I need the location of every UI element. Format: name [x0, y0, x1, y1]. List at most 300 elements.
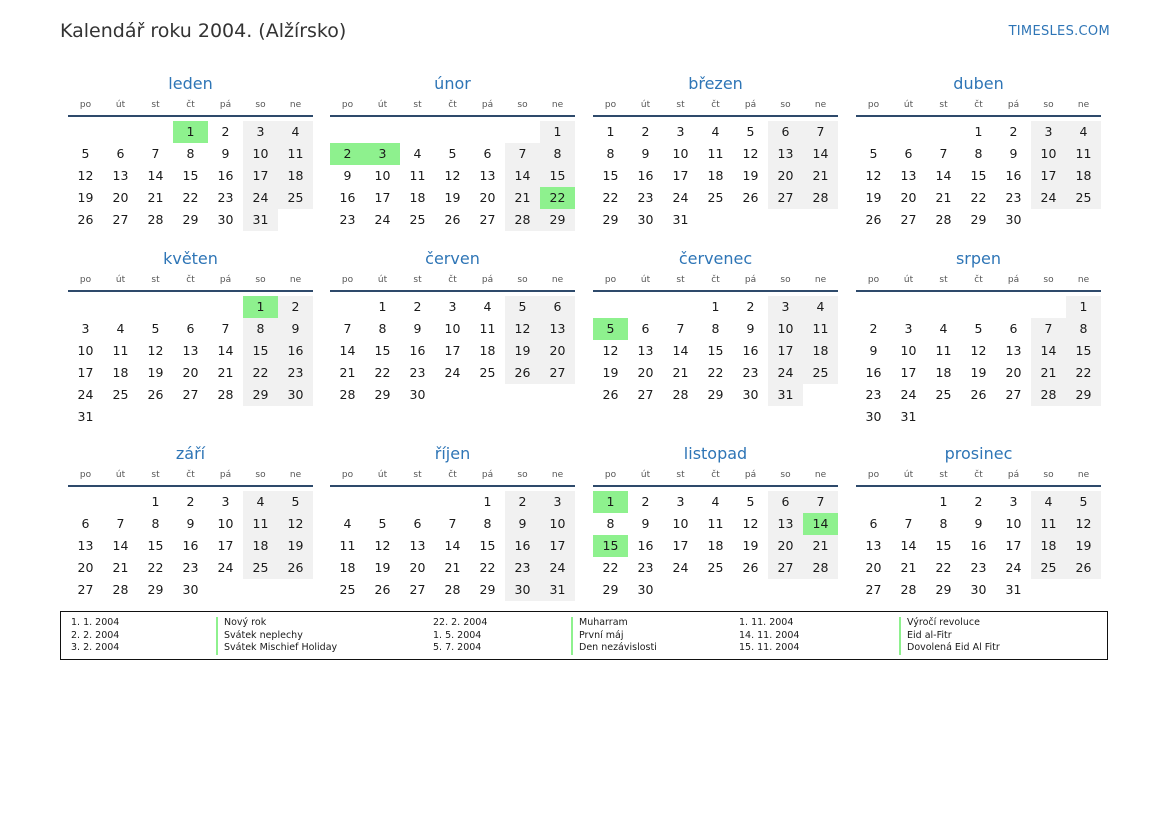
day-cell: 19 — [742, 538, 759, 553]
day-cell: 31 — [1005, 582, 1022, 597]
header-rule — [330, 290, 575, 292]
day-cell: 5 — [81, 146, 90, 161]
day-cell: 12 — [742, 146, 759, 161]
weekday-label: po — [79, 100, 92, 110]
day-cell: 15 — [970, 168, 987, 183]
day-cell: 2 — [330, 143, 365, 165]
day-cell: 11 — [707, 516, 724, 531]
day-cell: 13 — [479, 168, 496, 183]
day-cell: 3 — [540, 491, 575, 513]
day-cell: 12 — [505, 318, 540, 340]
weekday-label: so — [1043, 470, 1054, 480]
day-grid — [856, 296, 1101, 428]
day-cell: 26 — [970, 387, 987, 402]
day-cell: 20 — [479, 190, 496, 205]
day-cell: 15 — [935, 538, 952, 553]
empty-cell — [856, 491, 891, 513]
day-cell: 14 — [112, 538, 129, 553]
weekday-label: st — [413, 100, 422, 110]
weekday-label: út — [377, 470, 388, 480]
month-červen — [330, 248, 575, 406]
weekday-label: st — [939, 275, 948, 285]
day-cell: 24 — [540, 557, 575, 579]
weekday-label: pá — [744, 470, 757, 480]
day-cell: 2 — [974, 494, 983, 509]
day-cell: 1 — [483, 494, 492, 509]
day-cell: 5 — [746, 124, 755, 139]
day-cell: 7 — [448, 516, 457, 531]
day-cell: 2 — [413, 299, 422, 314]
day-cell: 31 — [77, 409, 94, 424]
day-cell: 4 — [116, 321, 125, 336]
day-cell: 3 — [365, 143, 400, 165]
day-cell: 4 — [939, 321, 948, 336]
day-cell: 28 — [112, 582, 129, 597]
weekday-label: st — [676, 275, 685, 285]
day-cell: 5 — [448, 146, 457, 161]
day-cell: 10 — [540, 513, 575, 535]
day-cell: 4 — [483, 299, 492, 314]
day-cell: 10 — [768, 318, 803, 340]
weekday-label: út — [903, 100, 914, 110]
day-cell: 19 — [742, 168, 759, 183]
day-cell: 9 — [186, 516, 195, 531]
month-name: květen — [163, 249, 218, 268]
day-grid — [856, 121, 1101, 231]
legend-date: 5. 7. 2004 — [433, 642, 482, 653]
day-cell: 5 — [378, 516, 387, 531]
day-cell: 29 — [374, 387, 391, 402]
legend-date: 1. 11. 2004 — [739, 617, 794, 628]
day-cell: 8 — [151, 516, 160, 531]
day-cell: 30 — [182, 582, 199, 597]
day-cell: 20 — [865, 560, 882, 575]
weekday-label: po — [604, 470, 617, 480]
day-cell: 14 — [672, 343, 689, 358]
weekday-header — [593, 97, 838, 115]
weekday-label: čt — [974, 100, 983, 110]
day-cell: 23 — [278, 362, 313, 384]
weekday-label: po — [79, 470, 92, 480]
weekday-label: čt — [974, 275, 983, 285]
weekday-label: st — [151, 275, 160, 285]
day-cell: 20 — [409, 560, 426, 575]
day-cell: 30 — [278, 384, 313, 406]
weekday-label: čt — [186, 470, 195, 480]
day-cell: 6 — [768, 121, 803, 143]
day-cell: 19 — [505, 340, 540, 362]
day-cell: 20 — [540, 340, 575, 362]
day-cell: 15 — [243, 340, 278, 362]
empty-cell — [138, 296, 173, 318]
month-name: červenec — [678, 249, 753, 268]
day-cell: 3 — [81, 321, 90, 336]
weekday-label: čt — [974, 470, 983, 480]
day-cell: 28 — [217, 387, 234, 402]
day-cell: 10 — [374, 168, 391, 183]
day-cell: 20 — [637, 365, 654, 380]
legend-date: 22. 2. 2004 — [433, 617, 488, 628]
day-cell: 23 — [637, 190, 654, 205]
day-cell: 4 — [711, 494, 720, 509]
day-cell: 5 — [869, 146, 878, 161]
empty-cell — [103, 121, 138, 143]
day-cell: 8 — [606, 516, 615, 531]
day-cell: 23 — [409, 365, 426, 380]
day-cell: 22 — [935, 560, 952, 575]
day-cell: 25 — [409, 212, 426, 227]
weekday-label: so — [255, 470, 266, 480]
empty-cell — [365, 121, 400, 143]
day-cell: 9 — [221, 146, 230, 161]
empty-cell — [330, 121, 365, 143]
day-cell: 18 — [278, 165, 313, 187]
day-cell: 13 — [540, 318, 575, 340]
weekday-label: st — [676, 100, 685, 110]
day-cell: 29 — [479, 582, 496, 597]
weekday-label: ne — [814, 470, 827, 480]
month-name: listopad — [683, 444, 748, 463]
day-cell: 29 — [602, 212, 619, 227]
day-cell: 23 — [637, 560, 654, 575]
weekday-label: pá — [219, 275, 232, 285]
day-cell: 17 — [374, 190, 391, 205]
weekday-label: pá — [1007, 275, 1020, 285]
weekday-label: st — [939, 470, 948, 480]
day-cell: 4 — [803, 296, 838, 318]
day-cell: 4 — [243, 491, 278, 513]
day-cell: 17 — [217, 538, 234, 553]
day-cell: 27 — [112, 212, 129, 227]
month-prosinec — [856, 443, 1101, 601]
day-cell: 8 — [378, 321, 387, 336]
day-cell: 19 — [278, 535, 313, 557]
month-duben — [856, 73, 1101, 231]
day-cell: 12 — [1066, 513, 1101, 535]
weekday-label: čt — [448, 100, 457, 110]
day-cell: 7 — [803, 491, 838, 513]
day-cell: 25 — [278, 187, 313, 209]
day-cell: 10 — [243, 143, 278, 165]
weekday-header — [593, 467, 838, 485]
day-cell: 24 — [77, 387, 94, 402]
day-cell: 5 — [1066, 491, 1101, 513]
day-grid — [330, 296, 575, 406]
day-cell: 9 — [413, 321, 422, 336]
weekday-label: ne — [551, 275, 564, 285]
day-cell: 6 — [1009, 321, 1018, 336]
month-listopad — [593, 443, 838, 601]
weekday-label: ne — [1077, 470, 1090, 480]
empty-cell — [173, 296, 208, 318]
day-cell: 31 — [540, 579, 575, 601]
empty-cell — [961, 296, 996, 318]
day-grid — [593, 296, 838, 406]
day-cell: 10 — [1005, 516, 1022, 531]
day-cell: 3 — [1009, 494, 1018, 509]
day-cell: 24 — [672, 190, 689, 205]
day-cell: 1 — [378, 299, 387, 314]
day-cell: 21 — [900, 560, 917, 575]
month-name: srpen — [955, 249, 1002, 268]
day-cell: 9 — [974, 516, 983, 531]
day-cell: 20 — [1005, 365, 1022, 380]
empty-cell — [628, 296, 663, 318]
weekday-label: ne — [551, 100, 564, 110]
day-cell: 14 — [147, 168, 164, 183]
day-cell: 18 — [1031, 535, 1066, 557]
header-rule — [856, 290, 1101, 292]
legend-date: 2. 2. 2004 — [71, 629, 120, 641]
day-cell: 28 — [1031, 384, 1066, 406]
legend-holiday-name: Eid al-Fitr — [899, 630, 1000, 643]
empty-cell — [926, 121, 961, 143]
empty-cell — [330, 491, 365, 513]
day-cell: 8 — [186, 146, 195, 161]
day-cell: 15 — [602, 168, 619, 183]
month-srpen — [856, 248, 1101, 428]
day-cell: 8 — [1066, 318, 1101, 340]
day-cell: 13 — [768, 513, 803, 535]
day-cell: 4 — [343, 516, 352, 531]
day-cell: 7 — [939, 146, 948, 161]
day-cell: 17 — [77, 365, 94, 380]
day-cell: 28 — [339, 387, 356, 402]
day-cell: 27 — [479, 212, 496, 227]
weekday-header — [330, 97, 575, 115]
day-cell: 6 — [869, 516, 878, 531]
month-name: únor — [434, 74, 471, 93]
month-únor — [330, 73, 575, 231]
day-cell: 6 — [116, 146, 125, 161]
legend-dates-1 — [71, 617, 119, 655]
day-cell: 27 — [540, 362, 575, 384]
day-cell: 6 — [81, 516, 90, 531]
day-cell: 30 — [865, 409, 882, 424]
day-cell: 27 — [768, 557, 803, 579]
weekday-label: ne — [551, 470, 564, 480]
day-cell: 1 — [711, 299, 720, 314]
empty-cell — [400, 491, 435, 513]
day-cell: 26 — [147, 387, 164, 402]
weekday-label: po — [604, 275, 617, 285]
weekday-label: so — [255, 275, 266, 285]
legend-date: 3. 2. 2004 — [71, 642, 120, 653]
day-cell: 3 — [243, 121, 278, 143]
day-cell: 11 — [278, 143, 313, 165]
day-cell: 24 — [1031, 187, 1066, 209]
day-cell: 10 — [217, 516, 234, 531]
empty-cell — [663, 296, 698, 318]
empty-cell — [68, 121, 103, 143]
day-cell: 11 — [243, 513, 278, 535]
day-cell: 1 — [151, 494, 160, 509]
holiday-legend — [60, 611, 1108, 660]
weekday-label: so — [517, 275, 528, 285]
day-cell: 16 — [742, 343, 759, 358]
weekday-label: po — [341, 275, 354, 285]
day-cell: 21 — [147, 190, 164, 205]
weekday-header — [330, 467, 575, 485]
day-cell: 1 — [974, 124, 983, 139]
day-cell: 18 — [707, 168, 724, 183]
day-cell: 7 — [1031, 318, 1066, 340]
day-cell: 21 — [803, 165, 838, 187]
day-cell: 28 — [444, 582, 461, 597]
weekday-label: st — [413, 470, 422, 480]
day-cell: 22 — [1066, 362, 1101, 384]
day-cell: 8 — [711, 321, 720, 336]
day-cell: 13 — [182, 343, 199, 358]
day-cell: 6 — [768, 491, 803, 513]
day-cell: 16 — [970, 538, 987, 553]
weekday-label: út — [115, 275, 126, 285]
day-cell: 26 — [742, 190, 759, 205]
day-cell: 2 — [221, 124, 230, 139]
day-cell: 16 — [182, 538, 199, 553]
day-cell: 10 — [672, 516, 689, 531]
day-cell: 13 — [409, 538, 426, 553]
day-cell: 15 — [479, 538, 496, 553]
weekday-header — [856, 272, 1101, 290]
day-cell: 24 — [444, 365, 461, 380]
day-cell: 25 — [243, 557, 278, 579]
weekday-header — [593, 272, 838, 290]
header-rule — [68, 115, 313, 117]
day-cell: 4 — [1031, 491, 1066, 513]
day-cell: 22 — [707, 365, 724, 380]
day-cell: 29 — [970, 212, 987, 227]
day-cell: 1 — [540, 121, 575, 143]
weekday-label: út — [115, 470, 126, 480]
weekday-label: út — [640, 275, 651, 285]
weekday-label: ne — [1077, 100, 1090, 110]
day-cell: 7 — [904, 516, 913, 531]
day-cell: 19 — [1066, 535, 1101, 557]
day-cell: 5 — [505, 296, 540, 318]
empty-cell — [208, 296, 243, 318]
day-cell: 19 — [444, 190, 461, 205]
day-cell: 16 — [1005, 168, 1022, 183]
day-cell: 25 — [1066, 187, 1101, 209]
weekday-label: po — [604, 100, 617, 110]
day-cell: 9 — [343, 168, 352, 183]
header-rule — [330, 115, 575, 117]
header-rule — [593, 290, 838, 292]
day-cell: 4 — [413, 146, 422, 161]
day-cell: 23 — [182, 560, 199, 575]
day-cell: 3 — [676, 124, 685, 139]
day-cell: 26 — [865, 212, 882, 227]
empty-cell — [1031, 296, 1066, 318]
day-cell: 26 — [444, 212, 461, 227]
day-cell: 11 — [339, 538, 356, 553]
weekday-header — [856, 467, 1101, 485]
day-cell: 25 — [112, 387, 129, 402]
day-cell: 16 — [278, 340, 313, 362]
day-cell: 17 — [768, 340, 803, 362]
day-cell: 17 — [672, 538, 689, 553]
empty-cell — [856, 296, 891, 318]
month-name: prosinec — [944, 444, 1013, 463]
day-grid — [68, 296, 313, 428]
day-cell: 12 — [374, 538, 391, 553]
day-cell: 20 — [900, 190, 917, 205]
legend-names-1 — [216, 617, 337, 655]
day-grid — [68, 121, 313, 231]
day-cell: 25 — [707, 560, 724, 575]
day-cell: 3 — [676, 494, 685, 509]
day-cell: 22 — [970, 190, 987, 205]
day-cell: 8 — [606, 146, 615, 161]
day-cell: 29 — [935, 582, 952, 597]
site-link[interactable]: TIMESLES.COM — [1008, 24, 1110, 39]
empty-cell — [996, 296, 1031, 318]
weekday-label: čt — [186, 100, 195, 110]
day-cell: 22 — [147, 560, 164, 575]
day-cell: 3 — [221, 494, 230, 509]
legend-holiday-name: Den nezávislosti — [571, 642, 657, 655]
day-cell: 23 — [505, 557, 540, 579]
day-cell: 7 — [343, 321, 352, 336]
day-cell: 29 — [602, 582, 619, 597]
day-grid — [593, 491, 838, 601]
day-cell: 14 — [505, 165, 540, 187]
weekday-label: ne — [289, 275, 302, 285]
day-cell: 11 — [707, 146, 724, 161]
day-cell: 24 — [672, 560, 689, 575]
day-cell: 1 — [939, 494, 948, 509]
day-cell: 15 — [182, 168, 199, 183]
legend-holiday-name: Dovolená Eid Al Fitr — [899, 642, 1000, 655]
day-cell: 8 — [974, 146, 983, 161]
day-cell: 14 — [1031, 340, 1066, 362]
month-září — [68, 443, 313, 601]
day-cell: 27 — [637, 387, 654, 402]
weekday-label: pá — [744, 100, 757, 110]
day-cell: 18 — [112, 365, 129, 380]
day-cell: 24 — [243, 187, 278, 209]
day-cell: 11 — [479, 321, 496, 336]
day-cell: 21 — [444, 560, 461, 575]
weekday-label: čt — [711, 470, 720, 480]
day-cell: 10 — [672, 146, 689, 161]
day-cell: 29 — [707, 387, 724, 402]
day-cell: 14 — [217, 343, 234, 358]
day-cell: 19 — [77, 190, 94, 205]
day-cell: 5 — [974, 321, 983, 336]
day-cell: 13 — [637, 343, 654, 358]
day-cell: 16 — [339, 190, 356, 205]
day-cell: 12 — [742, 516, 759, 531]
day-cell: 8 — [939, 516, 948, 531]
month-name: březen — [688, 74, 743, 93]
day-cell: 9 — [505, 513, 540, 535]
day-cell: 12 — [147, 343, 164, 358]
weekday-label: so — [780, 470, 791, 480]
day-cell: 21 — [803, 535, 838, 557]
weekday-label: pá — [744, 275, 757, 285]
day-cell: 18 — [1066, 165, 1101, 187]
day-cell: 13 — [112, 168, 129, 183]
legend-holiday-name: Muharram — [571, 617, 657, 630]
day-cell: 25 — [1031, 557, 1066, 579]
weekday-label: út — [903, 275, 914, 285]
day-cell: 2 — [186, 494, 195, 509]
weekday-label: ne — [814, 100, 827, 110]
day-cell: 16 — [409, 343, 426, 358]
day-cell: 23 — [865, 387, 882, 402]
